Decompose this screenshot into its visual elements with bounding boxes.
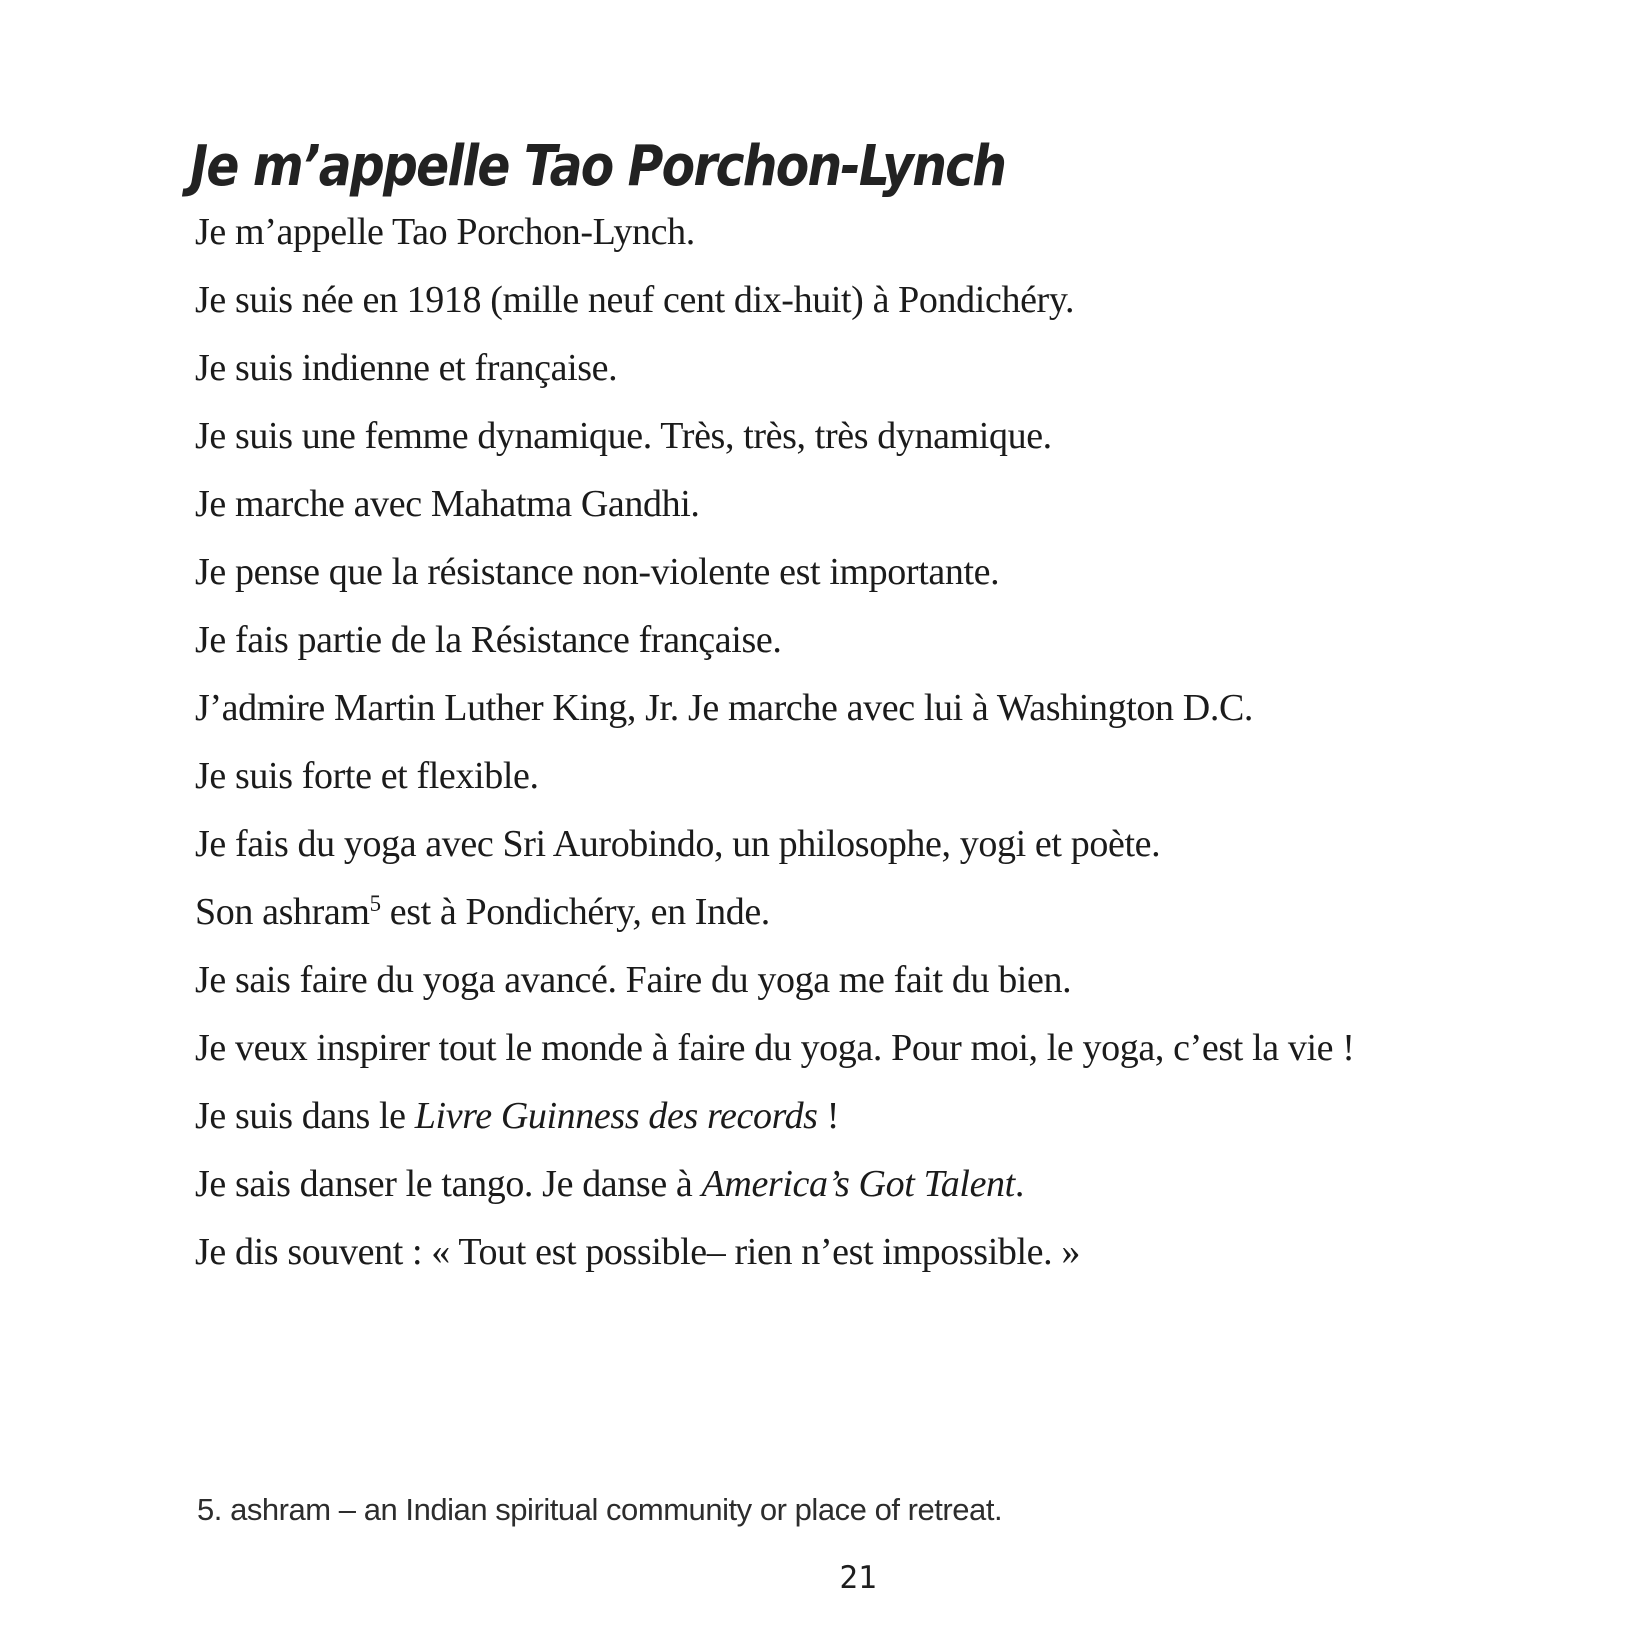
text-segment: Je suis née en 1918 (mille neuf cent dix-huit) à Pondichéry.: [195, 279, 1075, 321]
text-line: [195, 878, 1595, 946]
text-segment: Je suis une femme dynamique. Très, très, très dynamique.: [195, 415, 1052, 457]
text-segment: Je pense que la résistance non-violente est importante.: [195, 551, 1000, 593]
text-line: [195, 606, 1595, 674]
text-line: [195, 810, 1595, 878]
text-segment: Je sais faire du yoga avancé. Faire du yoga me fait du bien.: [195, 959, 1072, 1001]
text-segment: .: [1014, 1163, 1024, 1205]
text-segment: Je m’appelle Tao Porchon-Lynch.: [195, 211, 695, 253]
text-segment: Livre Guinness des records: [414, 1095, 818, 1137]
text-segment: America’s Got Talent: [701, 1163, 1015, 1205]
footnote: 5. ashram – an Indian spiritual community or place of retreat.: [197, 1492, 1003, 1527]
text-segment: Je sais danser le tango. Je danse à: [195, 1163, 702, 1205]
text-segment: !: [817, 1095, 839, 1137]
text-segment: Je marche avec Mahatma Gandhi.: [195, 483, 700, 525]
text-segment: Son ashram: [195, 891, 370, 933]
body-paragraphs: [195, 198, 1595, 1286]
text-line: [195, 538, 1595, 606]
text-line: [195, 1150, 1595, 1218]
text-segment: Je suis dans le: [195, 1095, 415, 1137]
text-line: [195, 334, 1595, 402]
text-line: [195, 402, 1595, 470]
text-line: [195, 1082, 1595, 1150]
text-line: [195, 946, 1595, 1014]
text-segment: J’admire Martin Luther King, Jr. Je marche avec lui à Washington D.C.: [195, 687, 1254, 729]
chapter-title: Je m’appelle Tao Porchon-Lynch: [190, 133, 1006, 199]
footnote-marker: 5: [369, 891, 381, 917]
text-segment: Je fais partie de la Résistance française.: [195, 619, 782, 661]
text-line: [195, 266, 1595, 334]
text-line: [195, 674, 1595, 742]
text-line: [195, 742, 1595, 810]
text-segment: Je fais du yoga avec Sri Aurobindo, un philosophe, yogi et poète.: [195, 823, 1161, 865]
text-segment: Je veux inspirer tout le monde à faire du yoga. Pour moi, le yoga, c’est la vie !: [195, 1027, 1355, 1069]
text-line: [195, 470, 1595, 538]
text-line: [195, 1014, 1595, 1082]
text-line: [195, 198, 1595, 266]
page-number: 21: [839, 1560, 877, 1596]
text-segment: Je suis indienne et française.: [195, 347, 618, 389]
text-segment: Je suis forte et flexible.: [195, 755, 539, 797]
text-line: [195, 1218, 1595, 1286]
text-segment: est à Pondichéry, en Inde.: [380, 891, 770, 933]
text-segment: Je dis souvent : « Tout est possible– rien n’est impossible. »: [195, 1231, 1081, 1273]
